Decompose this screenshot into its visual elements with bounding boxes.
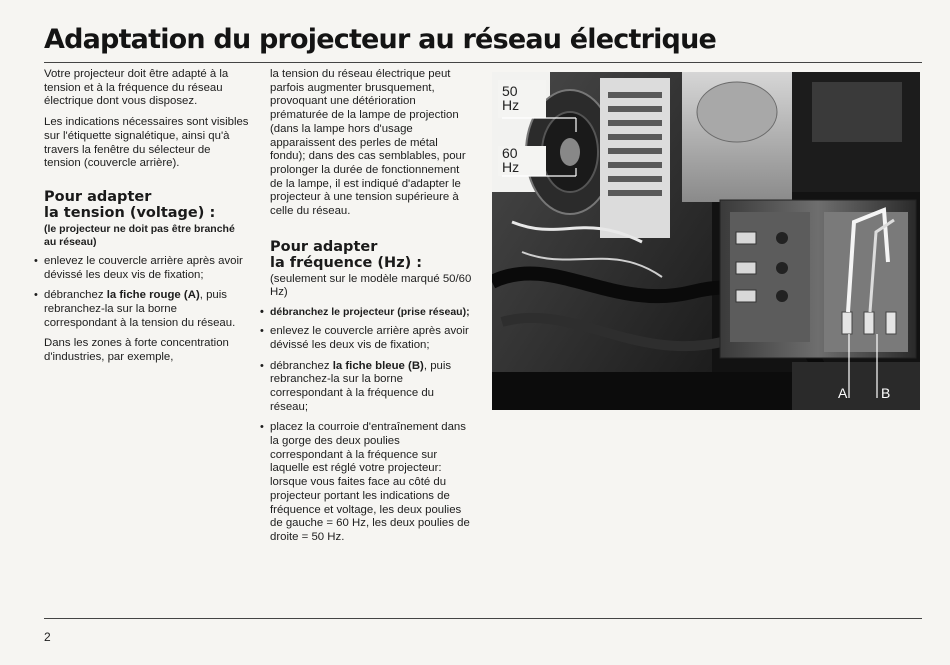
frequency-step-3-post: , puis rebranchez-la sur la borne correspondant à la fréquence du réseau;: [270, 359, 452, 413]
bullet-glyph: •: [260, 421, 264, 434]
voltage-step-2-post: , puis rebranchez-la sur la borne correspondant à la tension du réseau.: [44, 289, 236, 329]
projector-photo-illustration: [492, 72, 920, 410]
top-rule: [44, 62, 922, 63]
column-middle: [260, 68, 475, 552]
voltage-step-1: [34, 254, 249, 282]
bullet-glyph: •: [260, 325, 264, 338]
unplug-note: (le projecteur ne doit pas être branché au réseau): [44, 222, 235, 248]
label-b: B: [881, 385, 891, 401]
frequency-step-2-text: enlevez le couvercle arrière après avoir dévissé les deux vis de fixation;: [270, 325, 469, 351]
voltage-heading-line2: la tension (voltage) :: [44, 204, 216, 221]
label-a: A: [838, 385, 848, 401]
frequency-step-3: [260, 359, 475, 415]
frequency-heading: [270, 239, 475, 271]
label-60-unit: Hz: [502, 159, 520, 175]
projector-photo: [492, 72, 920, 410]
intro-paragraph: Votre projecteur doit être adapté à la tension et à la fréquence du réseau électrique dont vous disposez.: [44, 68, 229, 108]
label-50-unit: Hz: [502, 97, 520, 113]
label-paragraph: Les indications nécessaires sont visibles sur l'étiquette signalétique, ainsi qu'à travers la fenêtre du sélecteur de tension (couvercle arrière).: [44, 116, 249, 170]
voltage-step-2-pre: débranchez: [44, 289, 107, 302]
bullet-glyph: •: [260, 306, 264, 319]
column-left: [34, 68, 249, 372]
label-50: 50: [502, 83, 518, 99]
frequency-heading-line1: Pour adapter: [270, 238, 378, 255]
voltage-step-2: [34, 289, 249, 330]
voltage-step-1-text: enlevez le couvercle arrière après avoir dévissé les deux vis de fixation;: [44, 254, 243, 281]
page-title: Adaptation du projecteur au réseau électrique: [44, 24, 717, 55]
frequency-step-4: [260, 421, 475, 544]
voltage-heading: [44, 189, 249, 221]
surge-paragraph: la tension du réseau électrique peut parfois augmenter brusquement, provoquant une détérioration prématurée de la lampe de projection (dans la lampe hors d'usage apparaissent des perles de métal fondu); dans des cas semblables, pour prolonger la durée de fonctionnement de la lampe, il est indiqué d'adapter le projecteur à une tension supérieure à celle du réseau.: [270, 68, 466, 218]
model-note: (seulement sur le modèle marqué 50/60 Hz): [270, 272, 472, 299]
red-plug-label: la fiche rouge (A): [106, 289, 200, 302]
bullet-glyph: •: [34, 289, 38, 302]
label-60: 60: [502, 145, 518, 161]
frequency-heading-line2: la fréquence (Hz) :: [270, 254, 423, 271]
frequency-step-4-text: placez la courroie d'entraînement dans la gorge des deux poulies correspondant à la fréquence sur laquelle est réglé votre projecteur: lorsque vous faites face au côté du projecteur portant les indications de fréquence et voltage, les deux poulies de gauche = 60 Hz, les deux poulies de droite = 50 Hz.: [270, 421, 470, 543]
frequency-step-1: [260, 306, 475, 319]
frequency-step-3-pre: débranchez: [270, 359, 333, 372]
bullet-glyph: •: [260, 359, 264, 372]
fan-housing: [600, 78, 670, 238]
frequency-step-2: [260, 325, 475, 352]
frequency-step-1-text: débranchez le projecteur (prise réseau);: [270, 306, 470, 319]
bottom-rule: [44, 618, 922, 619]
page-number: 2: [44, 630, 51, 644]
industry-paragraph: Dans les zones à forte concentration d'industries, par exemple,: [44, 337, 229, 364]
bullet-glyph: •: [34, 254, 38, 267]
voltage-heading-line1: Pour adapter: [44, 188, 152, 205]
blue-plug-label: la fiche bleue (B): [332, 359, 424, 372]
